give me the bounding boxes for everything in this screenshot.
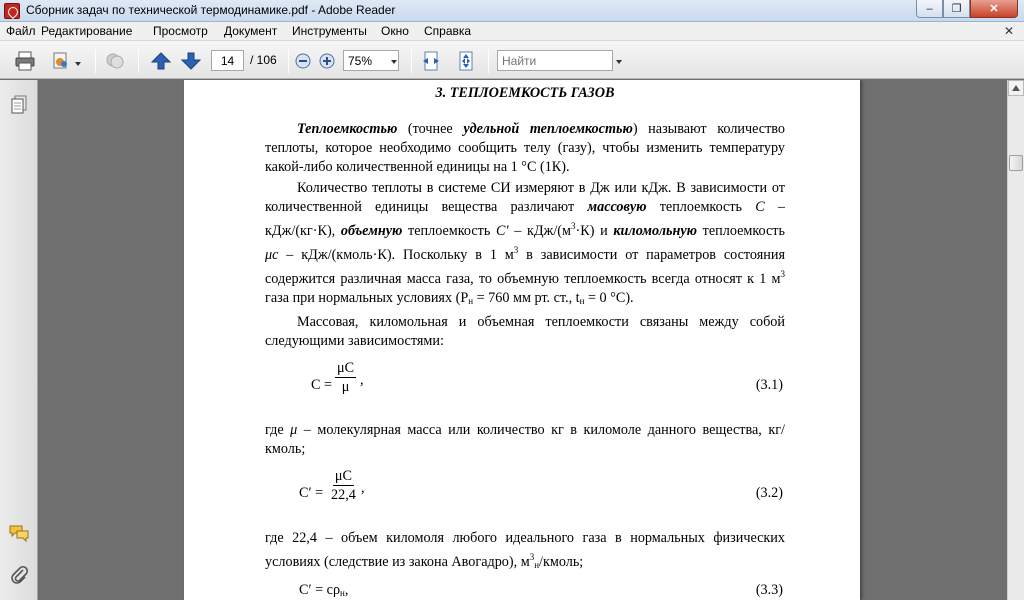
arrow-up-icon bbox=[150, 50, 172, 72]
formula-number: (3.2) bbox=[755, 485, 783, 501]
close-button[interactable]: ✕ bbox=[970, 0, 1018, 18]
toolbar-separator bbox=[95, 49, 96, 73]
zoom-in-icon bbox=[316, 50, 338, 72]
zoom-out-button[interactable] bbox=[292, 50, 314, 72]
previous-page-button[interactable] bbox=[150, 50, 172, 72]
menu-document[interactable]: Документ bbox=[224, 24, 278, 38]
formula-3-3: $C' = c\rho_н$, (3.3) bbox=[299, 582, 783, 598]
collaborate-button[interactable] bbox=[50, 50, 72, 72]
fit-width-icon bbox=[420, 50, 442, 72]
comments-panel-button[interactable] bbox=[8, 522, 30, 544]
maximize-button[interactable]: ❐ bbox=[943, 0, 970, 18]
formula-3-1: С = $\frac{\mu C}{\mu}$ , (3.1) bbox=[311, 360, 783, 395]
fit-width-button[interactable] bbox=[420, 50, 442, 72]
toolbar-separator bbox=[411, 49, 412, 73]
printer-icon bbox=[14, 50, 36, 72]
arrow-up-small-icon bbox=[1012, 85, 1020, 91]
menu-bar bbox=[0, 22, 1024, 41]
comments-button[interactable] bbox=[104, 50, 126, 72]
fit-page-button[interactable] bbox=[455, 50, 477, 72]
attachments-panel-button[interactable] bbox=[8, 564, 30, 586]
adobe-reader-icon bbox=[4, 3, 20, 19]
paragraph-mu: где μ – молекулярная масса или количество кг в киломоле данного вещества, кг/кмоль; bbox=[265, 422, 785, 457]
toolbar bbox=[0, 41, 1024, 79]
toolbar-separator bbox=[138, 49, 139, 73]
title-bar bbox=[0, 0, 1024, 22]
scroll-up-button[interactable] bbox=[1008, 80, 1024, 96]
comments-icon bbox=[104, 50, 126, 72]
menu-help[interactable]: Справка bbox=[424, 24, 472, 38]
chevron-down-icon[interactable] bbox=[391, 60, 397, 64]
chevron-down-icon[interactable] bbox=[75, 62, 81, 66]
formula-3-2: C′ = $\frac{\mu C}{22,4}$ , (3.2) bbox=[299, 468, 783, 503]
zoom-in-button[interactable] bbox=[316, 50, 338, 72]
formula-number: (3.1) bbox=[755, 377, 783, 393]
fit-page-icon bbox=[455, 50, 477, 72]
navigation-panel bbox=[0, 80, 38, 600]
menu-window[interactable]: Окно bbox=[381, 24, 409, 38]
paragraph-avogadro: где 22,4 – объем киломоля любого идеального газа в нормальных физических условиях (следствие из закона Авогадро), $м^3_н$/кмоль; bbox=[265, 530, 785, 570]
print-button[interactable] bbox=[14, 50, 36, 72]
menu-edit[interactable]: Редактирование bbox=[41, 24, 133, 38]
paragraph-relations: Массовая, киломольная и объемная теплоемкости связаны между собой следующими зависимостями: bbox=[265, 314, 785, 349]
chevron-down-icon[interactable] bbox=[616, 60, 622, 64]
speech-bubbles-icon bbox=[8, 522, 30, 544]
pages-panel-button[interactable] bbox=[8, 94, 30, 116]
zoom-out-icon bbox=[292, 50, 314, 72]
toolbar-separator bbox=[488, 49, 489, 73]
paragraph-definition: Теплоемкостью (точнее удельной теплоемкостью) называют количество теплоты, которое необходимо сообщить телу (газу), чтобы изменить температуру какой-либо количественной единицы на 1 °С (1К). bbox=[265, 121, 785, 175]
page-number-input[interactable] bbox=[211, 50, 244, 71]
scroll-thumb[interactable] bbox=[1009, 155, 1023, 171]
formula-number: (3.3) bbox=[755, 582, 783, 598]
menu-tools[interactable]: Инструменты bbox=[292, 24, 367, 38]
pages-icon bbox=[8, 94, 30, 116]
toolbar-separator bbox=[288, 49, 289, 73]
paperclip-icon bbox=[8, 564, 30, 586]
section-heading: 3. ТЕПЛОЕМКОСТЬ ГАЗОВ bbox=[435, 85, 615, 101]
close-document-icon[interactable]: ✕ bbox=[1003, 24, 1014, 38]
vertical-scrollbar[interactable] bbox=[1007, 80, 1024, 600]
menu-file[interactable]: Файл bbox=[6, 24, 36, 38]
window-title: Сборник задач по технической термодинамике.pdf - Adobe Reader bbox=[26, 3, 396, 17]
page-total-label: / 106 bbox=[250, 53, 277, 67]
pdf-page bbox=[184, 80, 860, 600]
page-content bbox=[265, 80, 785, 600]
paragraph-units: Количество теплоты в системе СИ измеряют в Дж или кДж. В зависимости от количественной единицы вещества различают массовую теплоемкость С – кДж/(кг·К), объемную теплоемкость C′ – кДж/$(м^3\cdot К)$ и киломольную теплоемкость μс – кДж/(кмоль·К). Поскольку в 1 $м^3$ в зависимости от параметров состояния содержится различная масса газа, то объемную теплоемкость всегда относят к 1 $м^3$ газа при нормальных условиях ($Р_н = 760$ мм рт. ст., $t_н = 0$ °С). bbox=[265, 180, 785, 306]
menu-view[interactable]: Просмотр bbox=[153, 24, 208, 38]
arrow-down-icon bbox=[180, 50, 202, 72]
share-doc-icon bbox=[50, 50, 72, 72]
next-page-button[interactable] bbox=[180, 50, 202, 72]
document-viewport[interactable] bbox=[39, 80, 1007, 600]
minimize-button[interactable]: – bbox=[916, 0, 943, 18]
search-input[interactable] bbox=[497, 50, 613, 71]
